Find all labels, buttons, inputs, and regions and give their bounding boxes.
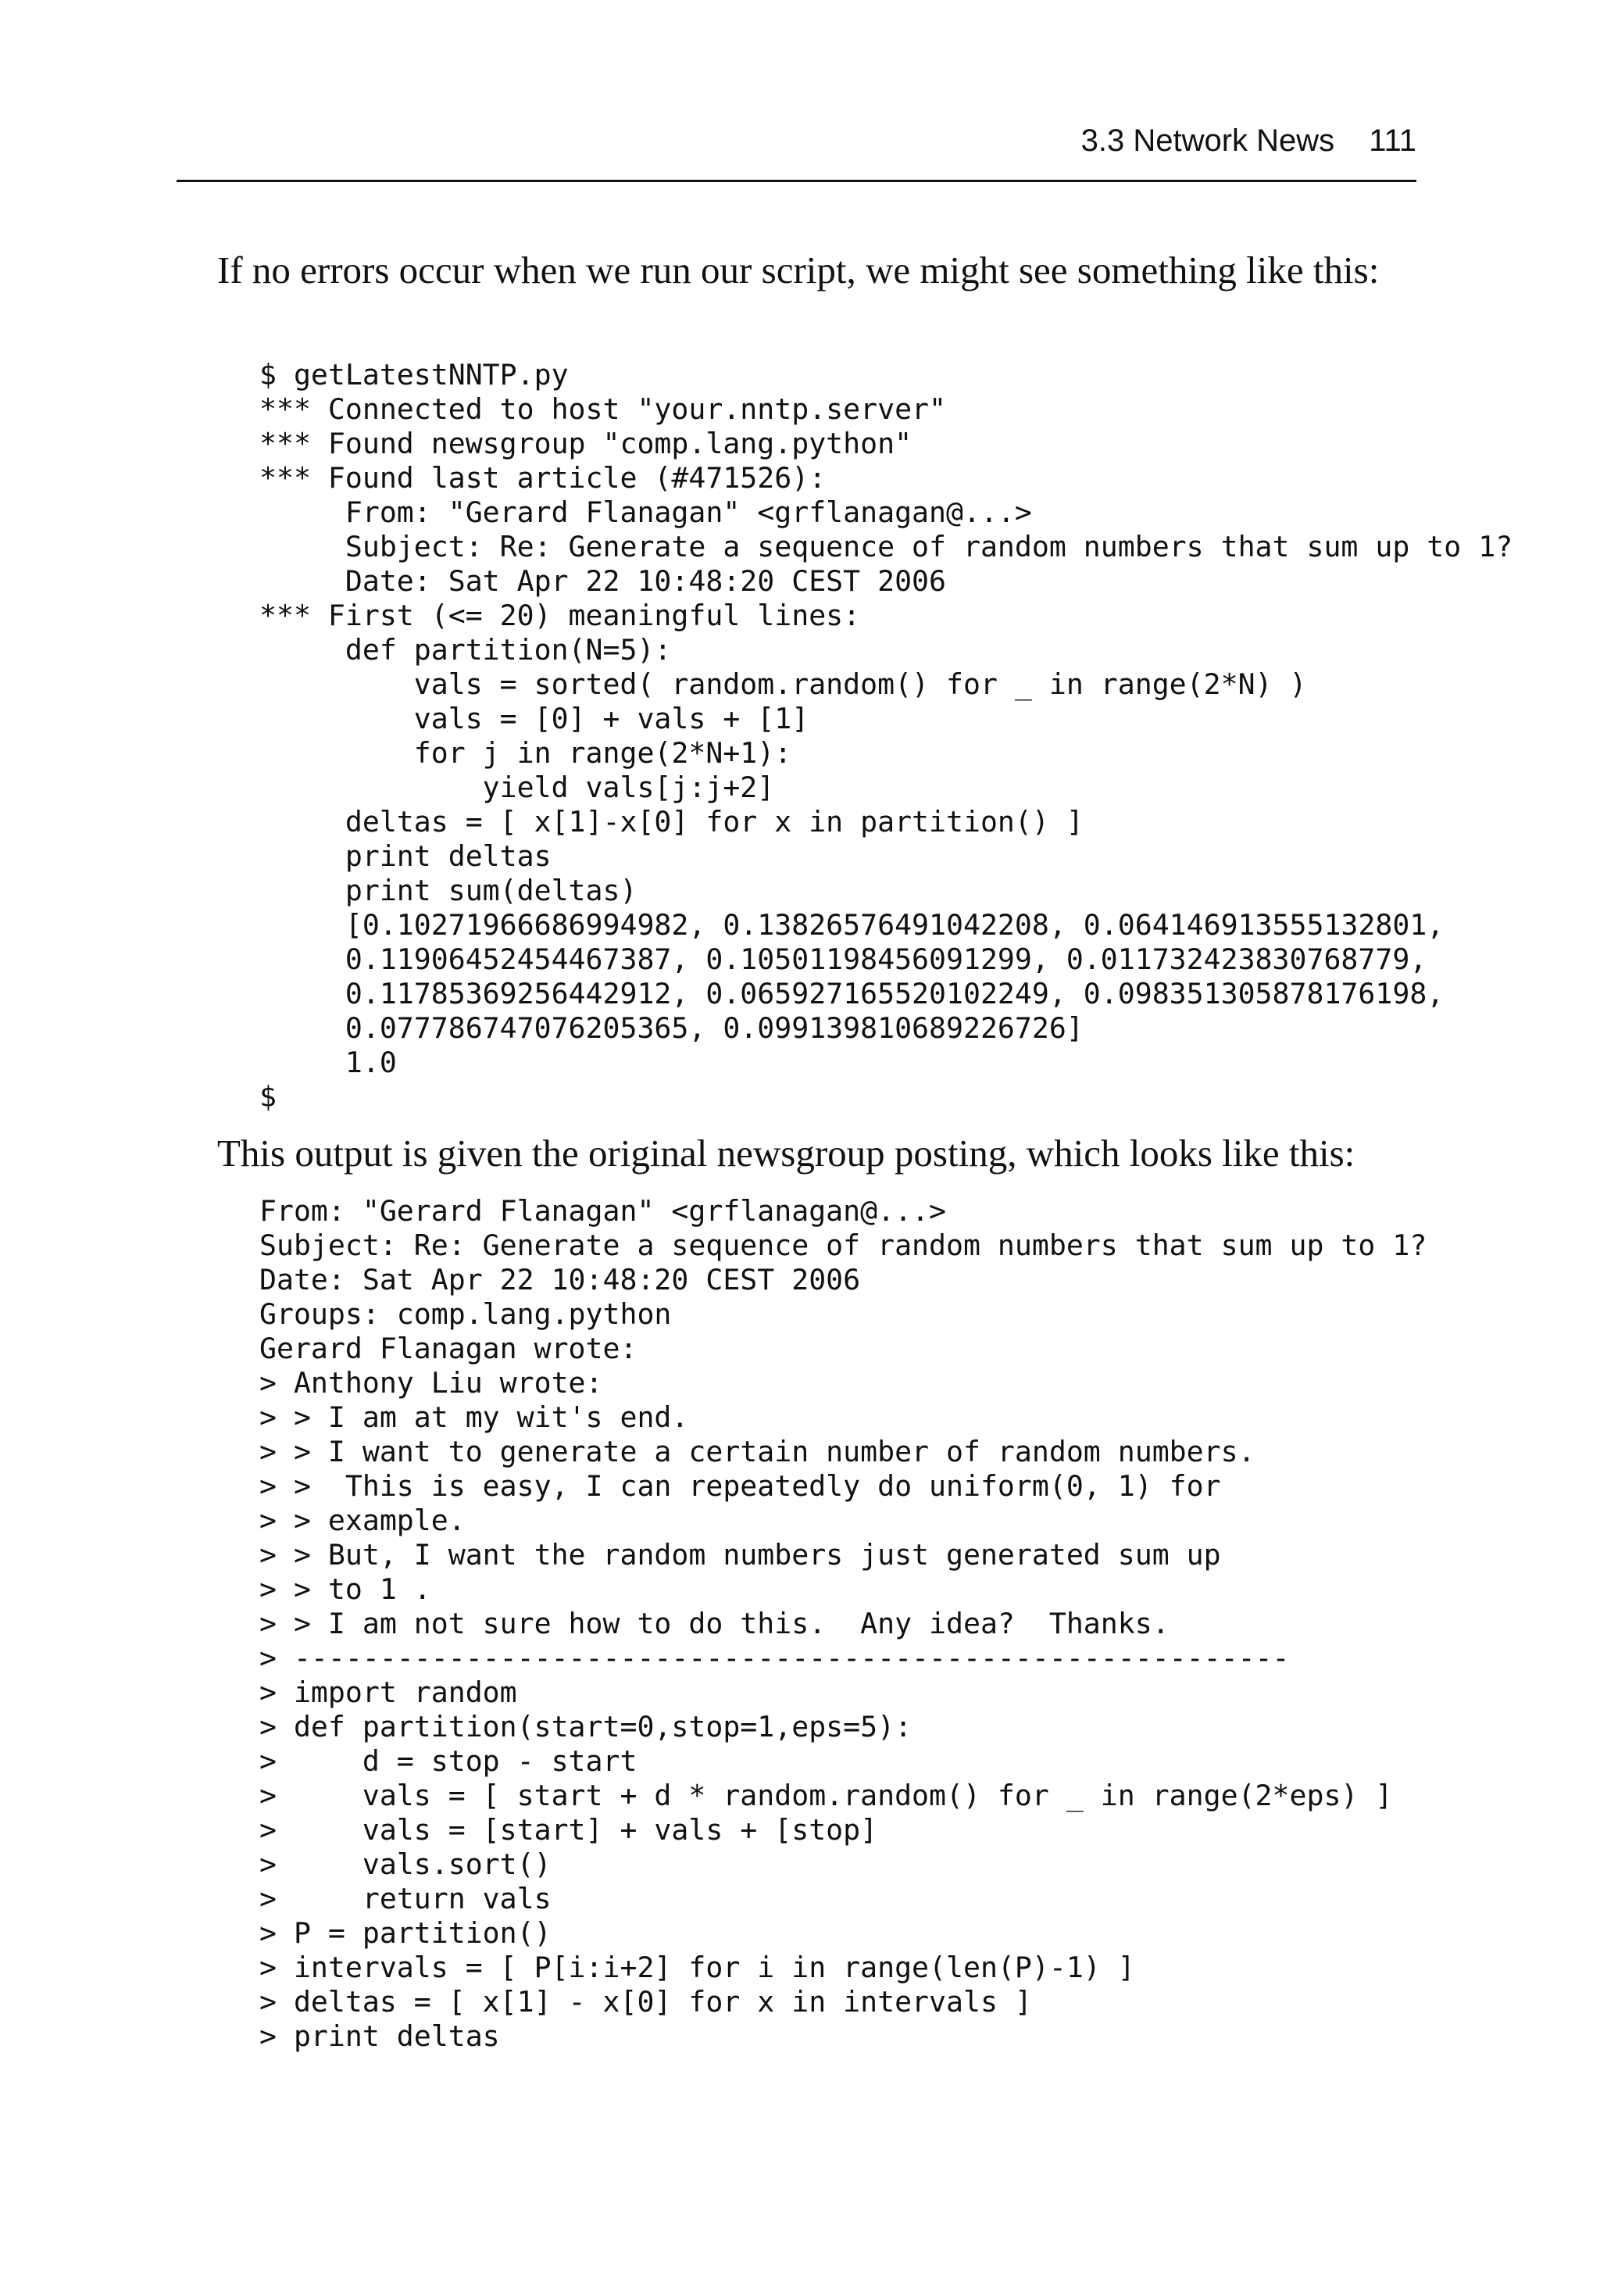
code-line: > deltas = [ x[1] - x[0] for x in intervals ]	[259, 1985, 1032, 2019]
code-line: Subject: Re: Generate a sequence of random numbers that sum up to 1?	[259, 1228, 1427, 1262]
script-output-code-block	[259, 358, 1512, 1114]
code-line: From: "Gerard Flanagan" <grflanagan@...>	[259, 495, 1032, 529]
code-line: > > But, I want the random numbers just generated sum up	[259, 1538, 1221, 1572]
code-line: Date: Sat Apr 22 10:48:20 CEST 2006	[259, 564, 946, 598]
code-line: deltas = [ x[1]-x[0] for x in partition() ]	[259, 805, 1084, 839]
code-line: > intervals = [ P[i:i+2] for i in range(len(P)-1) ]	[259, 1951, 1135, 1984]
code-line: $ getLatestNNTP.py	[259, 358, 569, 392]
code-line: $	[259, 1080, 277, 1114]
code-line: *** First (<= 20) meaningful lines:	[259, 599, 861, 632]
code-line: vals = sorted( random.random() for _ in range(2*N) )	[259, 667, 1307, 701]
code-line: > vals = [ start + d * random.random() for _ in range(2*eps) ]	[259, 1779, 1393, 1812]
code-line: > > example.	[259, 1504, 466, 1537]
code-line: > Anthony Liu wrote:	[259, 1366, 603, 1400]
code-line: Gerard Flanagan wrote:	[259, 1332, 638, 1365]
code-line: > > to 1 .	[259, 1572, 431, 1606]
code-line: > > I am at my wit's end.	[259, 1400, 689, 1434]
code-line: *** Connected to host "your.nntp.server"	[259, 392, 946, 426]
code-line: Subject: Re: Generate a sequence of random numbers that sum up to 1?	[259, 530, 1513, 563]
code-line: > import random	[259, 1676, 517, 1709]
code-line: 0.11785369256442912, 0.065927165520102249, 0.098351305878176198,	[259, 977, 1445, 1010]
code-line: > P = partition()	[259, 1916, 552, 1950]
code-line: > vals.sort()	[259, 1847, 552, 1881]
code-line: vals = [0] + vals + [1]	[259, 702, 809, 735]
code-line: > > This is easy, I can repeatedly do uniform(0, 1) for	[259, 1469, 1221, 1503]
code-line: Groups: comp.lang.python	[259, 1297, 672, 1331]
code-line: > vals = [start] + vals + [stop]	[259, 1813, 878, 1847]
code-line: print deltas	[259, 839, 552, 873]
section-title: 3.3 Network News	[1080, 123, 1335, 158]
code-line: > def partition(start=0,stop=1,eps=5):	[259, 1710, 912, 1743]
posting-paragraph: This output is given the original newsgroup posting, which looks like this:	[217, 1132, 1355, 1175]
code-line: yield vals[j:j+2]	[259, 771, 775, 804]
code-line: 0.11906452454467387, 0.10501198456091299, 0.011732423830768779,	[259, 942, 1427, 976]
header-text	[1081, 123, 1416, 159]
code-line: > d = stop - start	[259, 1744, 638, 1778]
code-line: > > I want to generate a certain number of random numbers.	[259, 1435, 1255, 1468]
code-line: > ----------------------------------------------------------	[259, 1641, 1290, 1675]
code-line: Date: Sat Apr 22 10:48:20 CEST 2006	[259, 1263, 861, 1296]
code-line: for j in range(2*N+1):	[259, 736, 792, 770]
intro-paragraph: If no errors occur when we run our script, we might see something like this:	[217, 249, 1380, 291]
code-line: > > I am not sure how to do this. Any idea? Thanks.	[259, 1607, 1170, 1640]
code-line: [0.10271966686994982, 0.13826576491042208, 0.064146913555132801,	[259, 908, 1445, 942]
newsgroup-posting-code-block	[259, 1194, 1427, 2054]
code-line: From: "Gerard Flanagan" <grflanagan@...>	[259, 1194, 946, 1228]
code-line: print sum(deltas)	[259, 874, 638, 907]
code-line: 0.077786747076205365, 0.099139810689226726]	[259, 1011, 1084, 1045]
running-header	[177, 117, 1416, 182]
code-line: > print deltas	[259, 2019, 500, 2053]
code-line: > return vals	[259, 1882, 552, 1915]
code-line: *** Found newsgroup "comp.lang.python"	[259, 427, 912, 460]
code-line: 1.0	[259, 1046, 397, 1079]
page-number: 111	[1369, 123, 1416, 158]
code-line: *** Found last article (#471526):	[259, 461, 827, 495]
code-line: def partition(N=5):	[259, 633, 672, 667]
